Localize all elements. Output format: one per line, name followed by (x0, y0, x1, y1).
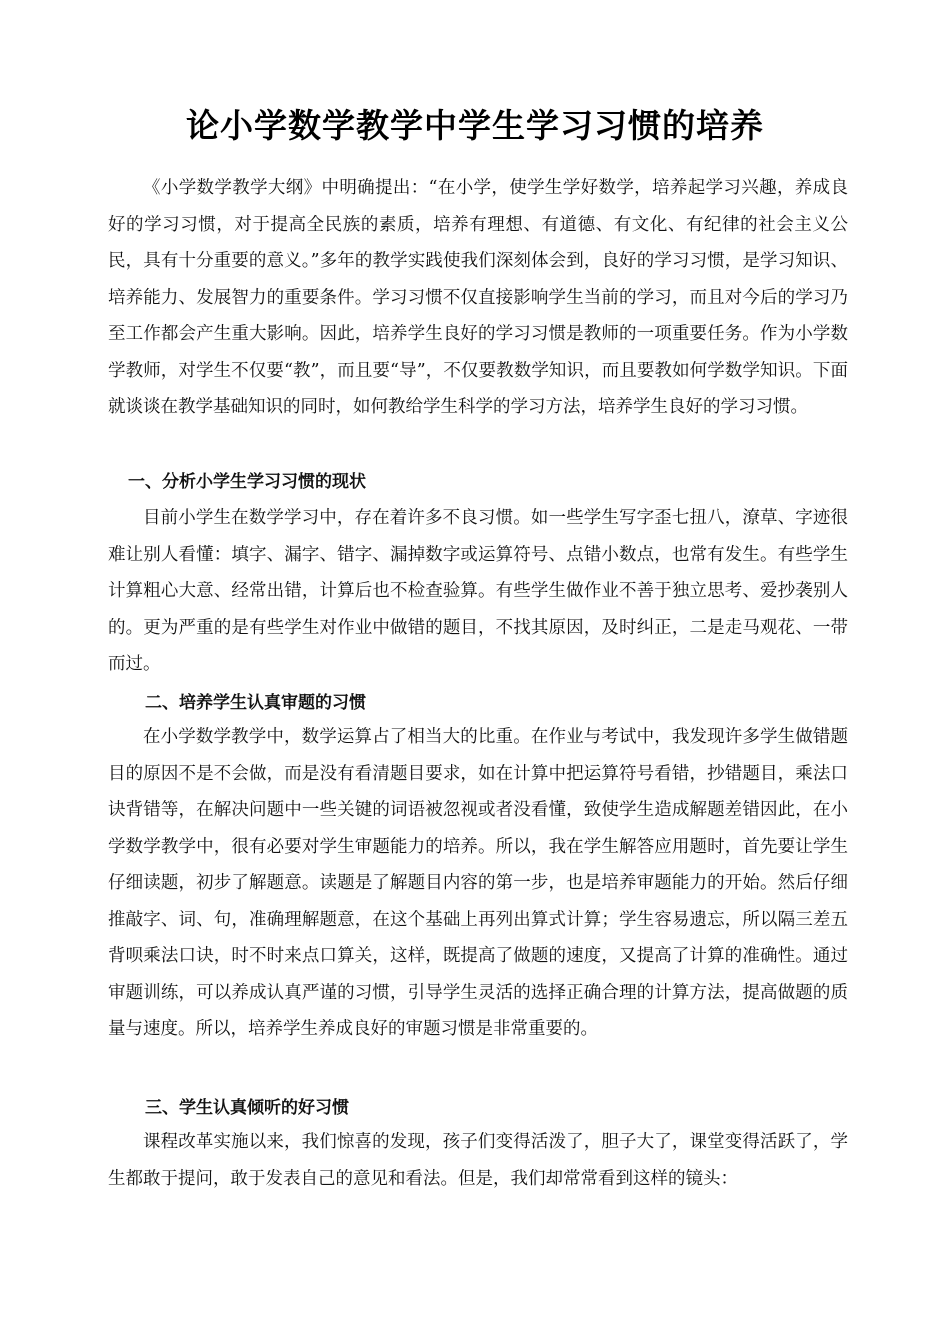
section-heading-2: 二、培养学生认真审题的习惯 (145, 693, 366, 713)
section-3-paragraph: 课程改革实施以来，我们惊喜的发现，孩子们变得活泼了，胆子大了，课堂变得活跃了，学生都敢于提问，敢于发表自己的意见和看法。但是，我们却常常看到这样的镜头： (108, 1132, 848, 1189)
section-heading-3: 三、学生认真倾听的好习惯 (145, 1098, 349, 1118)
intro-paragraph: 《小学数学教学大纲》中明确提出：“在小学，使学生学好数学，培养起学习兴趣，养成良好的学习习惯，对于提高全民族的素质，培养有理想、有道德、有文化、有纪律的社会主义公民，具有十分重要的意义。”多年的教学实践使我们深刻体会到，良好的学习习惯，是学习知识、培养能力、发展智力的重要条件。学习习惯不仅直接影响学生当前的学习，而且对今后的学习乃至工作都会产生重大影响。因此，培养学生良好的学习习惯是教师的一项重要任务。作为小学数学教师，对学生不仅要“教”，而且要“导”，不仅要教数学知识，而且要教如何学数学知识。下面就谈谈在教学基础知识的同时，如何教给学生科学的学习方法，培养学生良好的学习习惯。 (108, 178, 848, 417)
page-title: 论小学数学教学中学生学习习惯的培养 (186, 106, 764, 145)
section-2-paragraph: 在小学数学教学中，数学运算占了相当大的比重。在作业与考试中，我发现许多学生做错题目的原因不是不会做，而是没有看清题目要求，如在计算中把运算符号看错，抄错题目，乘法口诀背错等，在解决问题中一些关键的词语被忽视或者没看懂，致使学生造成解题差错因此，在小学数学教学中，很有必要对学生审题能力的培养。所以，我在学生解答应用题时，首先要让学生仔细读题，初步了解题意。读题是了解题目内容的第一步，也是培养审题能力的开始。然后仔细推敲字、词、句，准确理解题意，在这个基础上再列出算式计算；学生容易遗忘，所以隔三差五背呗乘法口诀，时不时来点口算关，这样，既提高了做题的速度，又提高了计算的准确性。通过审题训练，可以养成认真严谨的习惯，引导学生灵活的选择正确合理的计算方法，提高做题的质量与速度。所以，培养学生养成良好的审题习惯是非常重要的。 (108, 727, 848, 1039)
section-heading-1: 一、分析小学生学习习惯的现状 (128, 472, 366, 492)
section-1-paragraph: 目前小学生在数学学习中，存在着许多不良习惯。如一些学生写字歪七扭八，潦草、字迹很难让别人看懂：填字、漏字、错字、漏掉数字或运算符号、点错小数点，也常有发生。有些学生计算粗心大意、经常出错，计算后也不检查验算。有些学生做作业不善于独立思考、爱抄袭别人的。更为严重的是有些学生对作业中做错的题目，不找其原因，及时纠正，二是走马观花、一带而过。 (108, 508, 848, 674)
